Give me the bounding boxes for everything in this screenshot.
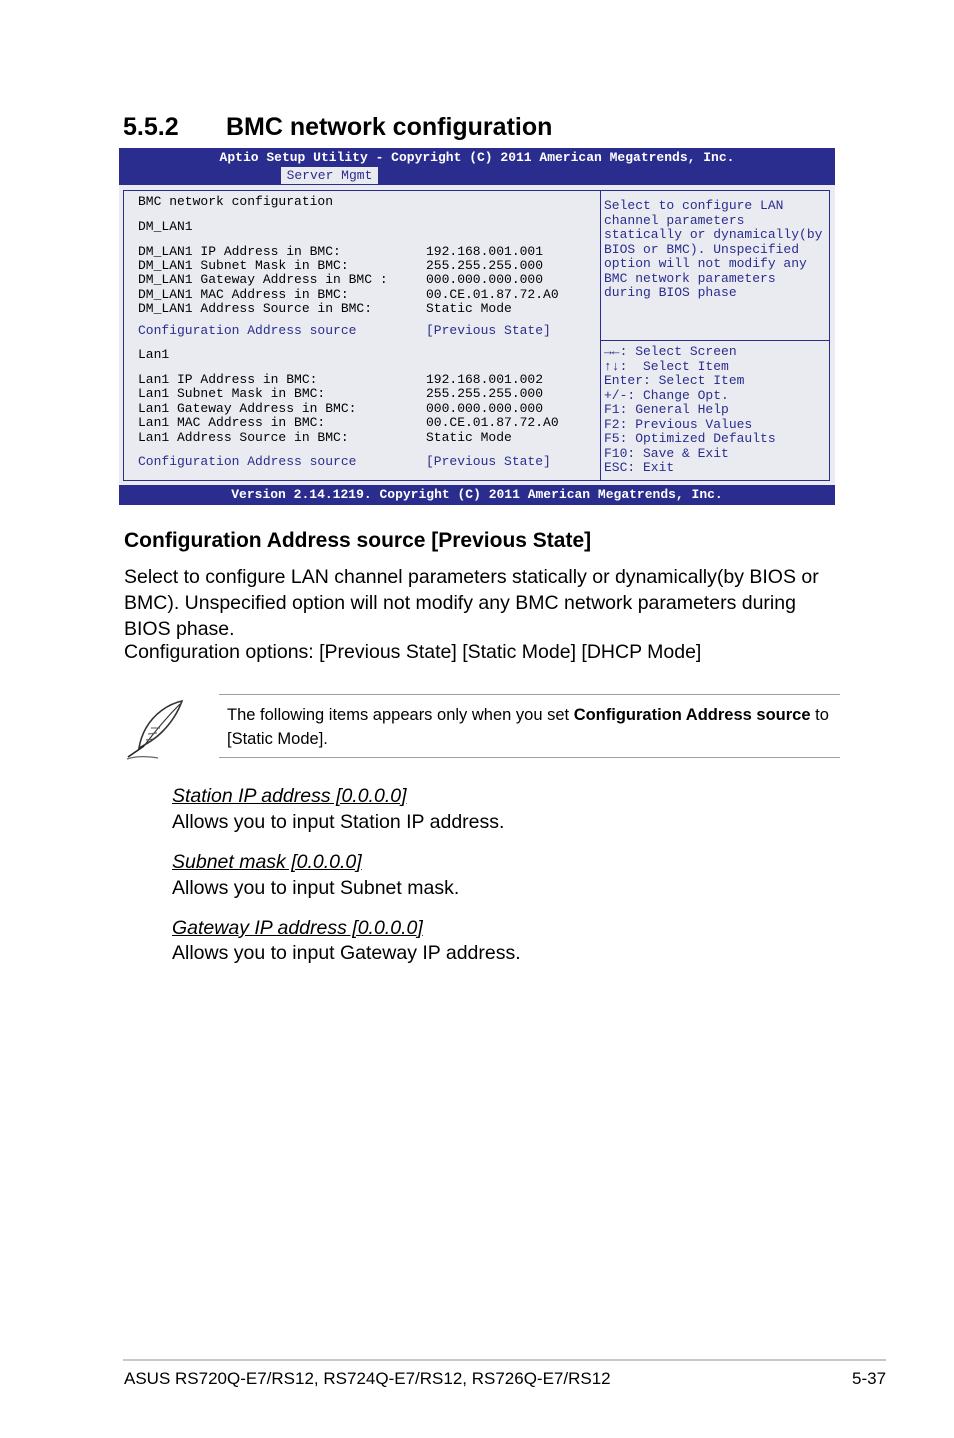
bios-row-value: 00.CE.01.87.72.A0 (426, 415, 559, 430)
description: Select to configure LAN channel parameters statically or dynamically(by BIOS or BMC). Unspecified option will not modify any BMC network parameters during BIOS phase. (124, 566, 819, 640)
bios-row-label: Lan1 IP Address in BMC: (138, 372, 318, 387)
bios-key-hint: ESC: Exit (604, 460, 675, 475)
section-number: 5.5.2 (123, 113, 179, 141)
bios-key-hint: F10: Save & Exit (604, 445, 729, 461)
bios-key-hint: +/-: Change Opt. (604, 387, 729, 403)
item-desc-subnet-mask: Allows you to input Subnet mask. (172, 877, 460, 899)
item-title-station-ip: Station IP address [0.0.0.0] (172, 785, 407, 807)
bios-config-address-source-dm[interactable]: Configuration Address source (138, 323, 357, 338)
bios-key-hint: F5: Optimized Defaults (604, 431, 776, 446)
item-title-subnet-mask: Subnet mask [0.0.0.0] (172, 851, 362, 873)
bios-key-hint: F1: General Help (604, 402, 729, 417)
bios-row-label: DM_LAN1 IP Address in BMC: (138, 244, 341, 259)
bios-row-label: DM_LAN1 Address Source in BMC: (138, 301, 373, 316)
bios-row-label: Lan1 Gateway Address in BMC: (138, 401, 357, 416)
configuration-options: Configuration options: [Previous State] [Static Mode] [DHCP Mode] (124, 641, 702, 663)
note-text-after: to [Static Mode]. (227, 706, 829, 748)
bios-row-value: Static Mode (426, 430, 512, 445)
bios-screenshot (119, 148, 835, 505)
bios-version-bar: Version 2.14.1219. Copyright (C) 2011 American Megatrends, Inc. (119, 485, 835, 505)
item-desc-station-ip: Allows you to input Station IP address. (172, 811, 505, 833)
bios-row-value: 000.000.000.000 (426, 272, 544, 287)
bios-tab-server-mgmt[interactable]: Server Mgmt (281, 167, 378, 184)
page-number: 5-37 (852, 1369, 887, 1388)
sub-heading: Configuration Address source [Previous State] (124, 529, 592, 552)
bios-help-line: option will not modify any (604, 256, 807, 271)
bios-heading: BMC network configuration (138, 194, 334, 209)
bios-title: Aptio Setup Utility - Copyright (C) 2011 American Megatrends, Inc. (219, 150, 735, 165)
note-divider (219, 757, 840, 758)
bios-title-bar (119, 148, 835, 185)
bios-config-address-source-lan1-value[interactable]: [Previous State] (426, 454, 551, 469)
bios-key-hint: ↑↓: Select Item (604, 358, 729, 374)
item-desc-gateway-ip: Allows you to input Gateway IP address. (172, 942, 521, 964)
bios-row-value: 000.000.000.000 (426, 401, 544, 416)
bios-key-hint: F2: Previous Values (604, 416, 753, 432)
bios-group-dm-lan1: DM_LAN1 (138, 219, 193, 234)
bios-row-value: 192.168.001.002 (426, 372, 544, 387)
bios-row-label: Lan1 Subnet Mask in BMC: (138, 386, 326, 401)
footer-divider (123, 1359, 886, 1361)
bios-help-line: during BIOS phase (604, 285, 737, 300)
bios-key-hint: Enter: Select Item (604, 373, 745, 388)
note-text-before: The following items appears only when you set (227, 706, 574, 724)
bios-key-hint: →←: Select Screen (604, 344, 737, 359)
note-divider (219, 694, 840, 695)
bios-help-line: BMC network parameters (604, 270, 776, 286)
note-text (227, 703, 847, 751)
bios-row-label: Lan1 MAC Address in BMC: (138, 415, 326, 430)
bios-row-label: DM_LAN1 Gateway Address in BMC : (138, 272, 388, 287)
bios-help-line: Select to configure LAN (604, 198, 784, 213)
item-title-gateway-ip: Gateway IP address [0.0.0.0] (172, 917, 423, 939)
bios-row-label: Lan1 Address Source in BMC: (138, 430, 349, 445)
section-title (123, 113, 552, 142)
bios-help-line: statically or dynamically(by (604, 227, 823, 242)
bios-help-line: BIOS or BMC). Unspecified (604, 241, 800, 257)
bios-row-label: DM_LAN1 Subnet Mask in BMC: (138, 258, 349, 273)
bios-row-value: Static Mode (426, 301, 512, 316)
bios-row-value: 255.255.255.000 (426, 386, 544, 401)
bios-config-address-source-lan1[interactable]: Configuration Address source (138, 454, 357, 469)
bios-divider (600, 340, 830, 341)
bios-config-address-source-dm-value[interactable]: [Previous State] (426, 323, 551, 338)
note-feather-icon (124, 698, 188, 760)
note-text-bold: Configuration Address source (573, 706, 811, 724)
bios-divider (600, 190, 601, 481)
bios-help-line: channel parameters (604, 212, 745, 228)
bios-row-value: 00.CE.01.87.72.A0 (426, 287, 559, 302)
section-title-text: BMC network configuration (226, 113, 553, 141)
bios-row-label: DM_LAN1 MAC Address in BMC: (138, 287, 349, 302)
footer-model-names: ASUS RS720Q-E7/RS12, RS724Q-E7/RS12, RS726Q-E7/RS12 (124, 1369, 611, 1388)
bios-row-value: 192.168.001.001 (426, 244, 544, 259)
bios-group-lan1: Lan1 (138, 347, 170, 362)
bios-row-value: 255.255.255.000 (426, 258, 544, 273)
